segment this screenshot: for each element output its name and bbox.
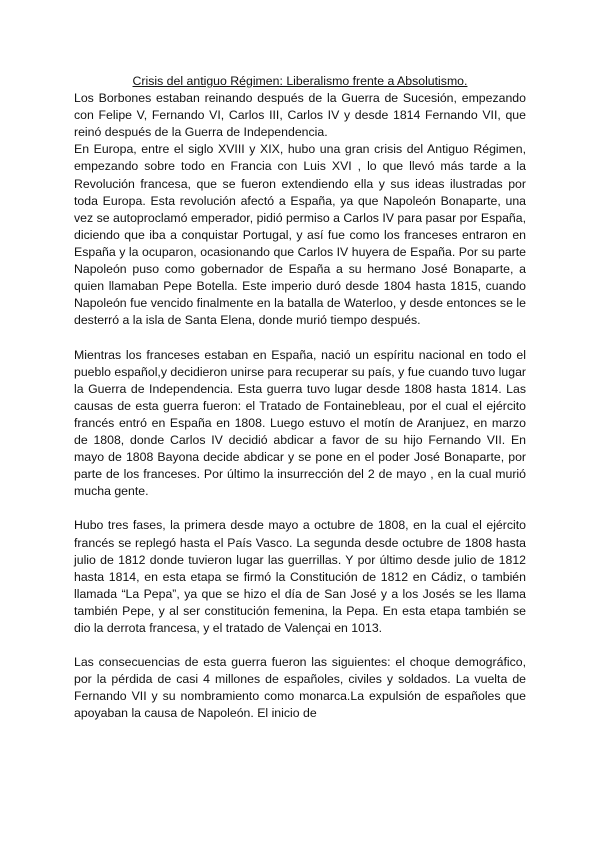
document-title: Crisis del antiguo Régimen: Liberalismo frente a Absolutismo.	[132, 74, 468, 88]
paragraph-guerra-independencia: Mientras los franceses estaban en España, nació un espíritu nacional en todo el pueblo español,y decidieron unirse para recuperar su país, y fue cuando tuvo lugar la Guerra de Independencia. Esta guerra tuvo lugar desde 1808 hasta 1814. Las causas de esta guerra fueron: el Tratado de Fontainebleau, por el cual el ejército francés entró en España en 1808. Luego estuvo el motín de Aranjuez, en marzo de 1808, donde Carlos IV decidió abdicar a favor de su hijo Fernando VII. En mayo de 1808 Bayona decide abdicar y se pone en el poder José Bonaparte, por parte de los franceses. Por último la insurrección del 2 de mayo , en la cual murió mucha gente.	[74, 347, 526, 499]
paragraph-consecuencias: Las consecuencias de esta guerra fueron las siguientes: el choque demográfico, por la pérdida de casi 4 millones de españoles, civiles y soldados. La vuelta de Fernando VII y su nombramiento como monarca.La expulsión de españoles que apoyaban la causa de Napoleón. El inicio de	[74, 655, 526, 721]
paragraph-europa: En Europa, entre el siglo XVIII y XIX, hubo una gran crisis del Antiguo Régimen, empezando sobre todo en Francia con Luis XVI , lo que llevó más tarde a la Revolución francesa, que se fueron extendiendo ella y sus ideas ilustradas por toda Europa. Esta revolución afectó a España, ya que Napoleón Bonaparte, una vez se autoproclamó emperador, pidió permiso a Carlos IV para pasar por España, diciendo que iba a conquistar Portugal, y así fue como los franceses entraron en España y la ocuparon, ocasionando que Carlos IV huyera de España. Por su parte Napoleón puso como gobernador de España a su hermano José Bonaparte, a quien llamaban Pepe Botella. Este imperio duró desde 1804 hasta 1815, cuando Napoleón fue vencido finalmente en la batalla de Waterloo, y desde entonces se le desterró a la isla de Santa Elena, donde murió tiempo después.	[74, 142, 526, 328]
document-page	[74, 73, 526, 723]
paragraph-gap	[74, 500, 526, 517]
paragraph-borbones: Los Borbones estaban reinando después de la Guerra de Sucesión, empezando con Felipe V, Fernando VI, Carlos III, Carlos IV y desde 1814 Fernando VII, que reinó después de la Guerra de Independencia.	[74, 91, 526, 140]
paragraph-gap	[74, 637, 526, 654]
paragraph-fases: Hubo tres fases, la primera desde mayo a octubre de 1808, en la cual el ejército francés se replegó hasta el País Vasco. La segunda desde octubre de 1808 hasta julio de 1812 donde tuvieron lugar las guerrillas. Y por último desde julio de 1812 hasta 1814, en esta etapa se firmó la Constitución de 1812 en Cádiz, o también llamada “La Pepa”, ya que se hizo el día de San José y a los Josés se les llama también Pepe, y al ser constitución femenina, la Pepa. En esta etapa también se dio la derrota francesa, y el tratado de Valençai en 1013.	[74, 518, 526, 635]
paragraph-gap	[74, 329, 526, 346]
